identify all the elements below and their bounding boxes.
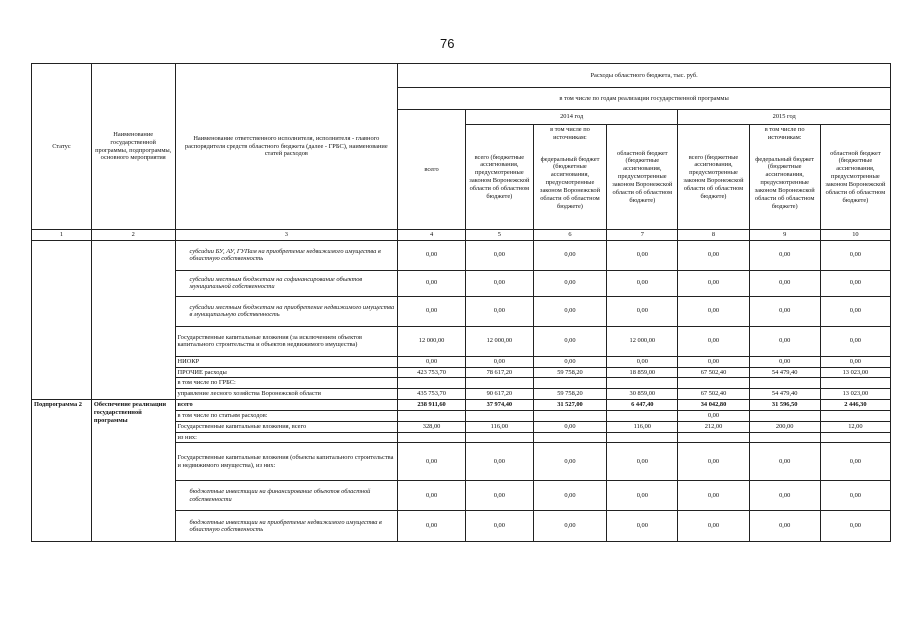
row-name: из них: bbox=[175, 432, 398, 443]
value-cell: 0,00 bbox=[398, 240, 466, 270]
value-cell: 0,00 bbox=[398, 443, 466, 481]
value-cell: 2 446,30 bbox=[820, 400, 890, 411]
header-by-sources: в том числе по источникам: bbox=[764, 126, 805, 141]
value-cell: 37 974,40 bbox=[465, 400, 533, 411]
header-program-name: Наименование государственной программы, подпрограммы, основного мероприятия bbox=[91, 64, 175, 230]
value-cell: 116,00 bbox=[607, 421, 678, 432]
col-number: 10 bbox=[820, 230, 890, 241]
value-cell bbox=[607, 410, 678, 421]
value-cell: 0,00 bbox=[678, 356, 749, 367]
value-cell: 34 042,80 bbox=[678, 400, 749, 411]
row-name: субсидии местным бюджетам на софинансирование объектов муниципальной собственности bbox=[175, 270, 398, 296]
value-cell: 90 617,20 bbox=[465, 389, 533, 400]
column-numbers-row bbox=[32, 230, 891, 241]
value-cell bbox=[607, 378, 678, 389]
value-cell: 0,00 bbox=[533, 481, 606, 511]
col-number: 1 bbox=[32, 230, 92, 241]
value-cell: 0,00 bbox=[820, 296, 890, 326]
subprogram-name: Обеспечение реализации государственной программы bbox=[91, 400, 175, 542]
col-number: 5 bbox=[465, 230, 533, 241]
value-cell: 0,00 bbox=[749, 356, 820, 367]
row-name: Государственные капитальные вложения (за исключением объектов капитального строительства и объектов недвижимого имущества) bbox=[175, 326, 398, 356]
col-number: 3 bbox=[175, 230, 398, 241]
value-cell: 0,00 bbox=[678, 481, 749, 511]
value-cell bbox=[678, 378, 749, 389]
value-cell: 0,00 bbox=[678, 410, 749, 421]
value-cell: 67 502,40 bbox=[678, 367, 749, 378]
header-executor: Наименование ответственного исполнителя, исполнителя - главного распорядителя средств областного бюджета (далее - ГРБС), наименование статей расходов bbox=[175, 64, 398, 230]
subprogram-status: Подпрограмма 2 bbox=[32, 400, 92, 542]
header-regional: областной бюджет (бюджетные ассигнования, предусмотренные законом Воронежской области об областном бюджете) bbox=[607, 125, 678, 230]
header-regional-2015: областной бюджет (бюджетные ассигнования, предусмотренные законом Воронежской области об областном бюджете) bbox=[820, 125, 890, 230]
row-name: Государственные капитальные вложения, всего bbox=[175, 421, 398, 432]
value-cell: 13 023,00 bbox=[820, 389, 890, 400]
header-row bbox=[32, 64, 891, 88]
table-row bbox=[32, 400, 891, 411]
row-name: НИОКР bbox=[175, 356, 398, 367]
value-cell: 59 758,20 bbox=[533, 367, 606, 378]
value-cell: 238 911,60 bbox=[398, 400, 466, 411]
value-cell: 0,00 bbox=[678, 240, 749, 270]
value-cell: 0,00 bbox=[465, 481, 533, 511]
value-cell: 18 859,00 bbox=[607, 367, 678, 378]
header-by-sources: в том числе по источникам: bbox=[550, 126, 590, 141]
value-cell bbox=[678, 432, 749, 443]
value-cell: 0,00 bbox=[533, 356, 606, 367]
value-cell: 67 502,40 bbox=[678, 389, 749, 400]
value-cell: 0,00 bbox=[749, 481, 820, 511]
header-federal-2015: федеральный бюджет (бюджетные ассигнования, предусмотренные законом Воронежской области об областном бюджете) bbox=[754, 155, 815, 210]
header-total-2014: всего (бюджетные ассигнования, предусмотренные законом Воронежской области об областном бюджете) bbox=[465, 125, 533, 230]
row-name: субсидии БУ, АУ, ГУПам на приобретение недвижимого имущества в областную собственность bbox=[175, 240, 398, 270]
value-cell: 0,00 bbox=[820, 240, 890, 270]
value-cell bbox=[820, 410, 890, 421]
value-cell: 0,00 bbox=[533, 240, 606, 270]
row-name: субсидии местным бюджетам на приобретение недвижимого имущества в муниципальную собственность bbox=[175, 296, 398, 326]
value-cell: 0,00 bbox=[607, 240, 678, 270]
value-cell: 0,00 bbox=[607, 443, 678, 481]
value-cell: 328,00 bbox=[398, 421, 466, 432]
col-number: 9 bbox=[749, 230, 820, 241]
header-expenses: Расходы областного бюджета, тыс. руб. bbox=[398, 64, 891, 88]
row-name: в том числе по ГРБС: bbox=[175, 378, 398, 389]
header-status: Статус bbox=[32, 64, 92, 230]
value-cell: 0,00 bbox=[820, 270, 890, 296]
header-sources-2014 bbox=[533, 125, 606, 230]
value-cell: 78 617,20 bbox=[465, 367, 533, 378]
value-cell bbox=[398, 432, 466, 443]
col-number: 2 bbox=[91, 230, 175, 241]
value-cell: 200,00 bbox=[749, 421, 820, 432]
value-cell: 0,00 bbox=[749, 296, 820, 326]
col-number: 4 bbox=[398, 230, 466, 241]
value-cell: 0,00 bbox=[533, 270, 606, 296]
col-number: 8 bbox=[678, 230, 749, 241]
header-total: всего bbox=[398, 110, 466, 230]
header-federal: федеральный бюджет (бюджетные ассигнования, предусмотренные законом Воронежской области об областном бюджете) bbox=[539, 155, 601, 210]
value-cell: 0,00 bbox=[465, 270, 533, 296]
row-name: в том числе по статьям расходов: bbox=[175, 410, 398, 421]
value-cell: 0,00 bbox=[533, 421, 606, 432]
value-cell bbox=[820, 432, 890, 443]
value-cell bbox=[820, 378, 890, 389]
value-cell: 0,00 bbox=[533, 326, 606, 356]
header-year-2015: 2015 год bbox=[678, 110, 891, 125]
row-name: управление лесного хозяйства Воронежской области bbox=[175, 389, 398, 400]
value-cell: 0,00 bbox=[607, 296, 678, 326]
value-cell: 0,00 bbox=[678, 326, 749, 356]
header-by-years: в том числе по годам реализации государственной программы bbox=[398, 88, 891, 110]
value-cell bbox=[749, 378, 820, 389]
row-name: Государственные капитальные вложения (объекты капитального строительства и недвижимого имущества), из них: bbox=[175, 443, 398, 481]
row-name: бюджетные инвестиции на финансирование объектов областной собственности bbox=[175, 481, 398, 511]
value-cell: 0,00 bbox=[398, 511, 466, 542]
value-cell: 0,00 bbox=[533, 296, 606, 326]
value-cell bbox=[465, 410, 533, 421]
value-cell: 0,00 bbox=[398, 356, 466, 367]
header-total-2015: всего (бюджетные ассигнования, предусмотренные законом Воронежской области об областном бюджете) bbox=[678, 125, 749, 230]
value-cell: 0,00 bbox=[398, 296, 466, 326]
value-cell: 12,00 bbox=[820, 421, 890, 432]
value-cell: 0,00 bbox=[820, 356, 890, 367]
value-cell bbox=[749, 432, 820, 443]
value-cell: 0,00 bbox=[533, 443, 606, 481]
value-cell: 435 753,70 bbox=[398, 389, 466, 400]
value-cell: 0,00 bbox=[820, 443, 890, 481]
value-cell: 54 479,40 bbox=[749, 367, 820, 378]
budget-table bbox=[31, 63, 891, 542]
header-year-2014: 2014 год bbox=[465, 110, 677, 125]
value-cell bbox=[465, 378, 533, 389]
value-cell: 0,00 bbox=[607, 481, 678, 511]
value-cell: 0,00 bbox=[465, 511, 533, 542]
value-cell bbox=[465, 432, 533, 443]
value-cell: 423 753,70 bbox=[398, 367, 466, 378]
value-cell: 0,00 bbox=[678, 511, 749, 542]
value-cell: 0,00 bbox=[678, 296, 749, 326]
table-row bbox=[32, 240, 891, 270]
col-number: 6 bbox=[533, 230, 606, 241]
value-cell: 0,00 bbox=[678, 270, 749, 296]
value-cell: 0,00 bbox=[820, 481, 890, 511]
value-cell: 0,00 bbox=[749, 240, 820, 270]
value-cell: 6 447,40 bbox=[607, 400, 678, 411]
value-cell: 31 527,00 bbox=[533, 400, 606, 411]
col-number: 7 bbox=[607, 230, 678, 241]
value-cell: 0,00 bbox=[398, 481, 466, 511]
value-cell: 0,00 bbox=[749, 326, 820, 356]
value-cell: 0,00 bbox=[678, 443, 749, 481]
row-name: ПРОЧИЕ расходы bbox=[175, 367, 398, 378]
value-cell bbox=[533, 378, 606, 389]
page-number: 76 bbox=[440, 36, 455, 51]
value-cell: 0,00 bbox=[820, 511, 890, 542]
value-cell: 0,00 bbox=[607, 270, 678, 296]
value-cell: 0,00 bbox=[465, 443, 533, 481]
value-cell: 0,00 bbox=[533, 511, 606, 542]
value-cell: 12 000,00 bbox=[465, 326, 533, 356]
value-cell: 0,00 bbox=[749, 270, 820, 296]
row-name: бюджетные инвестиции на приобретение недвижимого имущества в областную собственность bbox=[175, 511, 398, 542]
value-cell: 0,00 bbox=[820, 326, 890, 356]
value-cell: 13 023,00 bbox=[820, 367, 890, 378]
value-cell: 0,00 bbox=[465, 240, 533, 270]
value-cell: 12 000,00 bbox=[398, 326, 466, 356]
value-cell: 59 758,20 bbox=[533, 389, 606, 400]
value-cell: 0,00 bbox=[607, 511, 678, 542]
status-cell bbox=[32, 240, 92, 399]
value-cell bbox=[607, 432, 678, 443]
value-cell: 0,00 bbox=[465, 296, 533, 326]
value-cell: 30 859,00 bbox=[607, 389, 678, 400]
value-cell bbox=[533, 432, 606, 443]
value-cell: 0,00 bbox=[398, 270, 466, 296]
program-cell bbox=[91, 240, 175, 399]
header-sources-2015 bbox=[749, 125, 820, 230]
value-cell bbox=[749, 410, 820, 421]
value-cell: 0,00 bbox=[749, 511, 820, 542]
value-cell: 0,00 bbox=[607, 356, 678, 367]
value-cell: 0,00 bbox=[749, 443, 820, 481]
value-cell: 116,00 bbox=[465, 421, 533, 432]
value-cell bbox=[398, 410, 466, 421]
value-cell bbox=[533, 410, 606, 421]
value-cell: 31 596,50 bbox=[749, 400, 820, 411]
value-cell: 0,00 bbox=[465, 356, 533, 367]
value-cell: 12 000,00 bbox=[607, 326, 678, 356]
value-cell bbox=[398, 378, 466, 389]
value-cell: 54 479,40 bbox=[749, 389, 820, 400]
value-cell: 212,00 bbox=[678, 421, 749, 432]
row-name: всего bbox=[175, 400, 398, 411]
